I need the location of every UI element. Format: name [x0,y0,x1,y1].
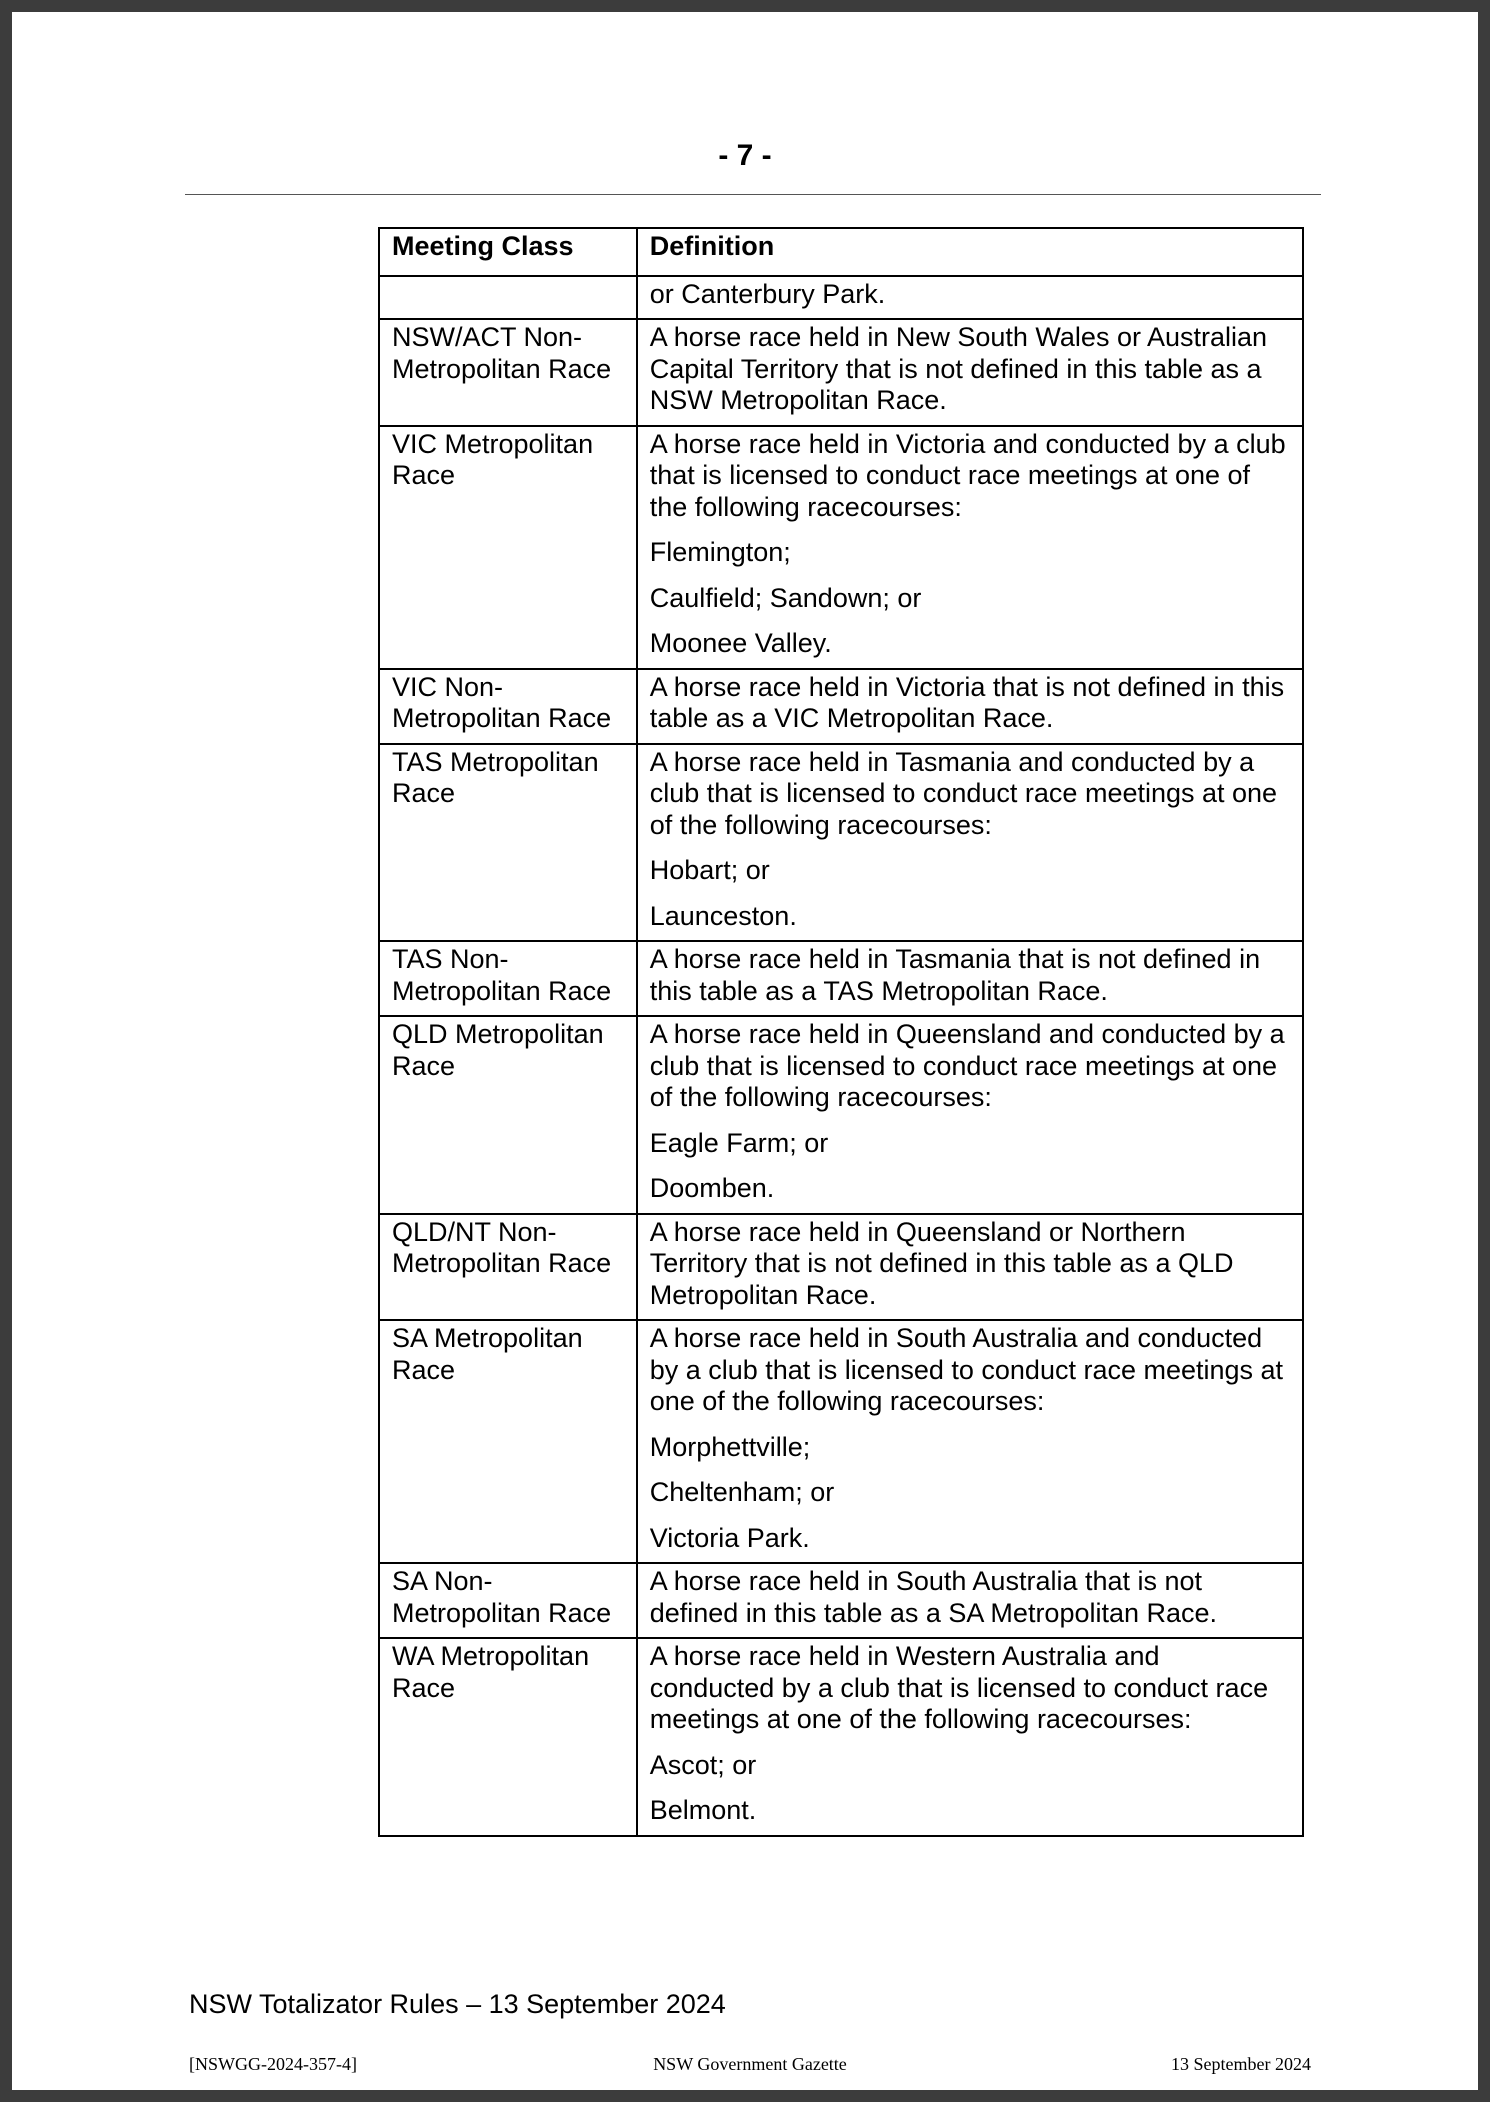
definition-cell [637,426,1303,669]
definition-cell [637,276,1303,320]
table-body [379,276,1303,1836]
meeting-class-cell [379,276,637,320]
definition-cell [637,1320,1303,1563]
racecourse-item: Morphettville; [649,1431,811,1462]
racecourse-item: Ascot; or [649,1749,757,1780]
racecourse-item: Flemington; [649,537,791,567]
racecourse-item: Doomben. [649,1173,775,1203]
table-row [379,669,1303,744]
header-definition: Definition [637,228,1303,276]
definition-text: A horse race held in South Australia and conducted by a club that is licensed to conduct race meetings at one of the following racecourses: [649,1323,1284,1416]
table-row [379,1214,1303,1321]
definition-cell [637,1563,1303,1638]
definition-text: A horse race held in Queensland and conducted by a club that is licensed to conduct race meetings at one of the following racecourses: [649,1019,1285,1112]
table-row [379,1320,1303,1563]
meeting-class-cell: VIC Metropolitan Race [379,426,637,669]
meeting-class-cell: NSW/ACT Non-Metropolitan Race [379,319,637,426]
meeting-class-table [378,227,1304,1837]
table-row [379,1016,1303,1214]
definition-cell [637,669,1303,744]
meeting-class-cell: SA Non-Metropolitan Race [379,1563,637,1638]
table-row [379,276,1303,320]
footer-title: NSW Totalizator Rules – 13 September 2024 [189,1989,726,2019]
table-row [379,1638,1303,1836]
gazette-date: 13 September 2024 [1171,2054,1311,2074]
meeting-class-cell: SA Metropolitan Race [379,1320,637,1563]
definition-cell [637,941,1303,1016]
racecourse-item: Moonee Valley. [649,628,832,658]
definition-text: A horse race held in Tasmania and conducted by a club that is licensed to conduct race meetings at one of the following racecourses: [649,746,1278,840]
racecourse-item: Belmont. [649,1795,757,1825]
definition-cell [637,1016,1303,1214]
page-number: - 7 - [718,139,772,172]
meeting-class-cell: QLD/NT Non-Metropolitan Race [379,1214,637,1321]
table-header-row [379,228,1303,276]
meeting-class-cell: TAS Metropolitan Race [379,744,637,942]
racecourse-item: Launceston. [649,900,797,931]
meeting-class-cell: VIC Non-Metropolitan Race [379,669,637,744]
racecourse-item: Cheltenham; or [649,1477,835,1507]
header-meeting-class: Meeting Class [379,228,637,276]
definition-text: A horse race held in Tasmania that is not defined in this table as a TAS Metropolitan Race. [649,944,1261,1006]
definition-text: A horse race held in South Australia that is not defined in this table as a SA Metropolitan Race. [649,1566,1218,1628]
meeting-class-cell: QLD Metropolitan Race [379,1016,637,1214]
definition-cell [637,1214,1303,1321]
meeting-class-cell: TAS Non-Metropolitan Race [379,941,637,1016]
racecourse-item: Victoria Park. [649,1522,810,1553]
definition-cell [637,319,1303,426]
definition-text: A horse race held in New South Wales or Australian Capital Territory that is not defined in this table as a NSW Metropolitan Race. [649,322,1268,415]
racecourse-item: Eagle Farm; or [649,1127,829,1158]
definition-text: A horse race held in Victoria and conducted by a club that is licensed to conduct race meetings at one of the following racecourses: [649,428,1286,522]
definition-text: A horse race held in Victoria that is not defined in this table as a VIC Metropolitan Race. [649,671,1285,733]
table-row [379,319,1303,426]
definition-text: A horse race held in Queensland or Northern Territory that is not defined in this table as a QLD Metropolitan Race. [649,1216,1234,1310]
gazette-name: NSW Government Gazette [653,2054,847,2074]
racecourse-item: Caulfield; Sandown; or [649,582,922,613]
header-divider [185,194,1321,195]
gazette-reference: [NSWGG-2024-357-4] [189,2054,357,2074]
definition-text: or Canterbury Park. [649,278,886,309]
table-row [379,941,1303,1016]
document-page [12,12,1478,2090]
definition-cell [637,1638,1303,1836]
racecourse-item: Hobart; or [649,855,770,885]
meeting-class-cell: WA Metropolitan Race [379,1638,637,1836]
table-row [379,426,1303,669]
table-row [379,1563,1303,1638]
definition-cell [637,744,1303,942]
table-row [379,744,1303,942]
definition-text: A horse race held in Western Australia and conducted by a club that is licensed to conduct race meetings at one of the following racecourses: [649,1641,1269,1734]
